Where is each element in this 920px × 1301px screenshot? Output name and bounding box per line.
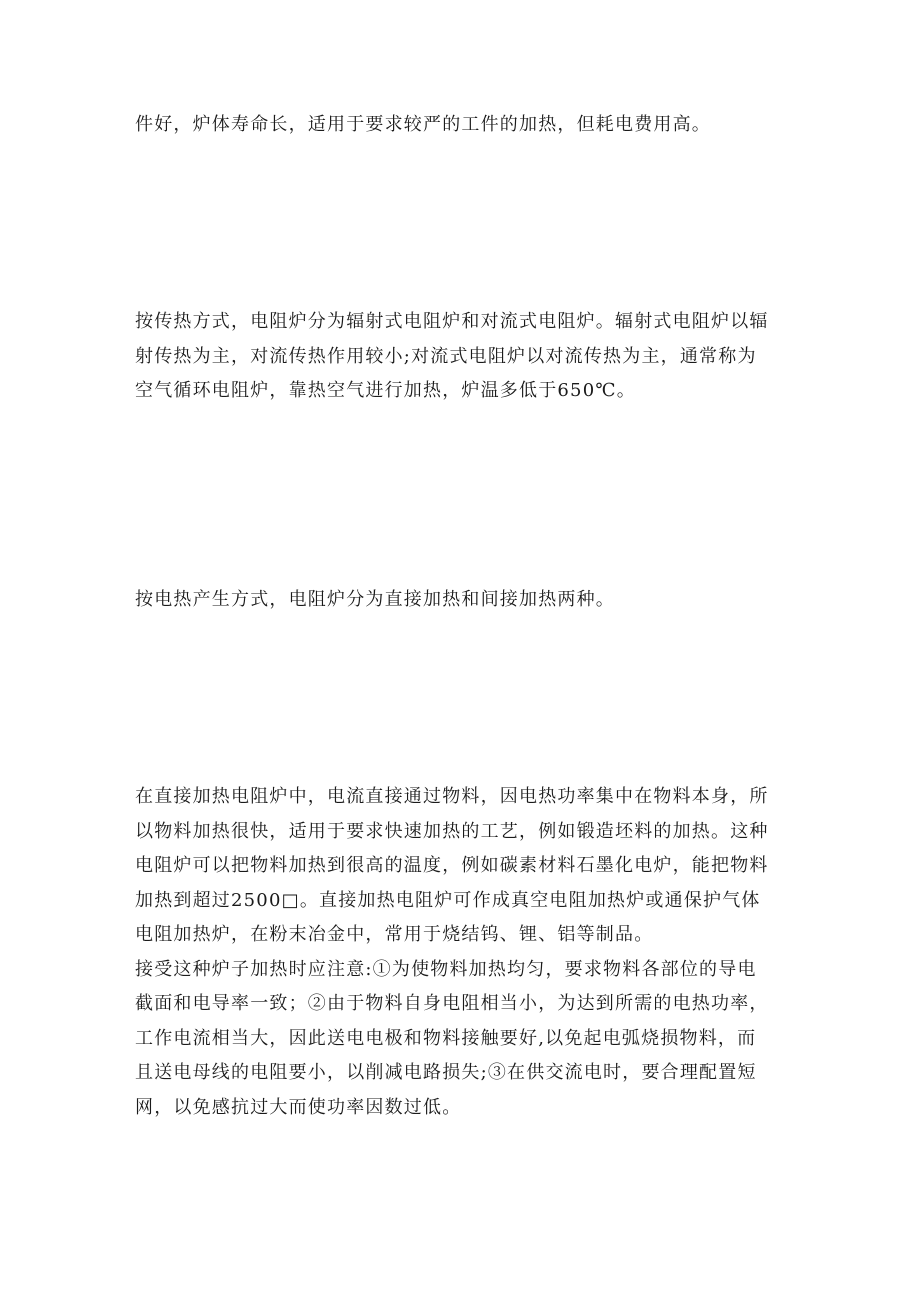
text-line: 电阻加热炉，在粉末冶金中，常用于烧结钨、锂、铝等制品。	[135, 924, 654, 945]
text-line: 按电热产生方式，电阻炉分为直接加热和间接加热两种。	[135, 589, 615, 610]
text-line: 加热到超过2500□。直接加热电阻炉可作成真空电阻加热炉或通保护气体	[135, 889, 761, 911]
text-line: 射传热为主，对流传热作用较小;对流式电阻炉以对流传热为主，通常称为	[135, 345, 757, 367]
text-line: 接受这种炉子加热时应注意:①为使物料加热均匀，要求物料各部位的导电	[135, 958, 757, 980]
text-line: 且送电母线的电阻要小，以削减电路损失;③在供交流电时，要合理配置短	[135, 1062, 757, 1083]
text-line: 网，以免感抗过大而使功率因数过低。	[135, 1096, 462, 1118]
paragraph-1	[135, 108, 795, 143]
text-line: 在直接加热电阻炉中，电流直接通过物料，因电热功率集中在物料本身，所	[135, 786, 769, 807]
text-line: 空气循环电阻炉，靠热空气进行加热，炉温多低于650℃。	[135, 380, 636, 401]
text-line: 电阻炉可以把物料加热到很高的温度，例如碳素材料石墨化电炉，能把物料	[135, 855, 769, 876]
paragraph-2	[135, 305, 795, 409]
paragraph-4	[135, 780, 795, 1125]
text-line: 截面和电导率一致；②由于物料自身电阻相当小，为达到所需的电热功率，	[135, 993, 769, 1014]
text-line: 按传热方式，电阻炉分为辐射式电阻炉和对流式电阻炉。辐射式电阻炉以辐	[135, 311, 769, 332]
text-line: 件好，炉体寿命长，适用于要求较严的工件的加热，但耗电费用高。	[135, 114, 711, 135]
text-line: 以物料加热很快，适用于要求快速加热的工艺，例如锻造坯料的加热。这种	[135, 820, 769, 842]
text-line: 工作电流相当大，因此送电电极和物料接触要好,以免起电弧烧损物料，而	[135, 1027, 757, 1049]
paragraph-3	[135, 583, 795, 618]
